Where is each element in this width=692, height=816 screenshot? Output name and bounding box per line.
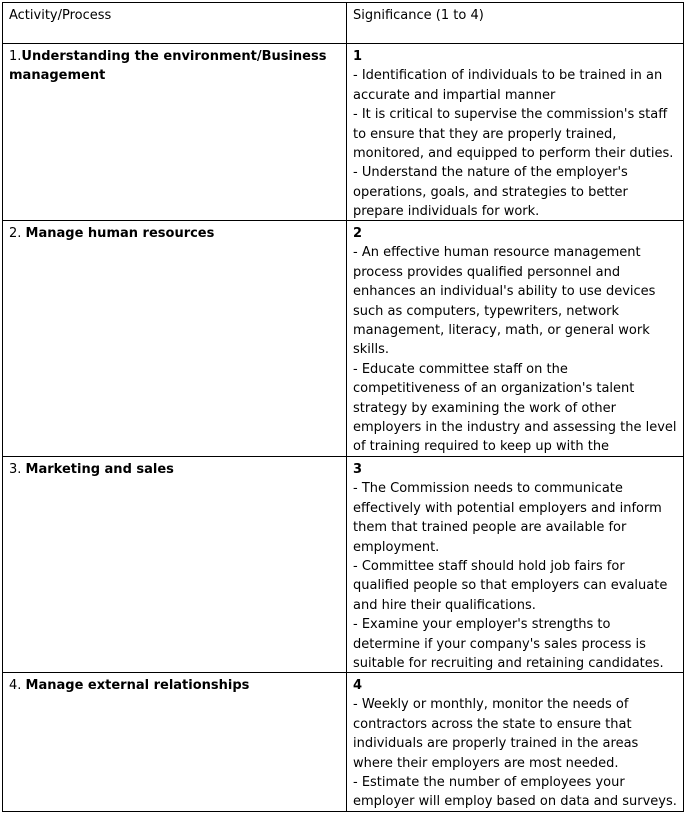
row-1-point-3: - Understand the nature of the employer's operations, goals, and strategies to better prepare individuals for work. — [353, 165, 628, 220]
row-1-significance — [346, 43, 684, 221]
row-2-significance — [346, 220, 684, 457]
row-3-point-1: - The Commission needs to communicate effectively with potential employers and inform them that trained people are available for employment. — [353, 481, 662, 555]
row-4-activity — [2, 672, 347, 812]
row-4-point-2: - Estimate the number of employees your employer will employ based on data and surveys. — [353, 775, 677, 810]
row-3-activity-text — [9, 460, 340, 479]
row-2-activity-text — [9, 224, 340, 243]
row-1-point-2: - It is critical to supervise the commission's staff to ensure that they are properly trained, monitored, and equipped to perform their duties. — [353, 107, 674, 162]
header-significance-label: Significance (1 to 4) — [353, 8, 484, 23]
row-1-title: Understanding the environment/Business management — [9, 49, 327, 84]
header-activity-process — [2, 2, 347, 44]
row-3-activity — [2, 456, 347, 673]
row-1-activity-text — [9, 47, 340, 86]
row-4-activity-text — [9, 676, 340, 695]
row-1-point-1: - Identification of individuals to be trained in an accurate and impartial manner — [353, 68, 663, 103]
row-2-prefix: 2. — [9, 226, 26, 241]
row-2-title: Manage human resources — [25, 226, 215, 241]
header-significance — [346, 2, 684, 44]
row-1-activity — [2, 43, 347, 221]
row-3-significance — [346, 456, 684, 673]
row-1-rank: 1 — [353, 49, 363, 64]
row-4-title: Manage external relationships — [25, 678, 250, 693]
significance-table — [2, 2, 685, 812]
row-4-prefix: 4. — [9, 678, 26, 693]
header-activity-label: Activity/Process — [9, 8, 112, 23]
row-4-rank: 4 — [353, 678, 363, 693]
row-4-significance — [346, 672, 684, 812]
row-4-point-1: - Weekly or monthly, monitor the needs of contractors across the state to ensure that individuals are properly trained in the areas where their employers are most needed. — [353, 697, 639, 771]
row-2-point-2: - Educate committee staff on the competitiveness of an organization's talent strategy by examining the work of other employers in the industry and assessing the level of training required to keep up with the — [353, 361, 677, 455]
row-2-activity — [2, 220, 347, 457]
row-3-point-3: - Examine your employer's strengths to determine if your company's sales process is suitable for recruiting and retaining candidates. — [353, 617, 664, 672]
row-3-prefix: 3. — [9, 462, 26, 477]
row-2-rank: 2 — [353, 226, 363, 241]
row-3-point-2: - Committee staff should hold job fairs for qualified people so that employers can evaluate and hire their qualifications. — [353, 559, 668, 613]
row-3-title: Marketing and sales — [25, 462, 174, 477]
row-1-prefix: 1. — [9, 49, 22, 64]
row-2-point-1: - An effective human resource management process provides qualified personnel and enhances an individual's ability to use devices such as computers, typewriters, network management, literacy, math, or general work skills. — [353, 245, 656, 358]
row-3-rank: 3 — [353, 462, 363, 477]
